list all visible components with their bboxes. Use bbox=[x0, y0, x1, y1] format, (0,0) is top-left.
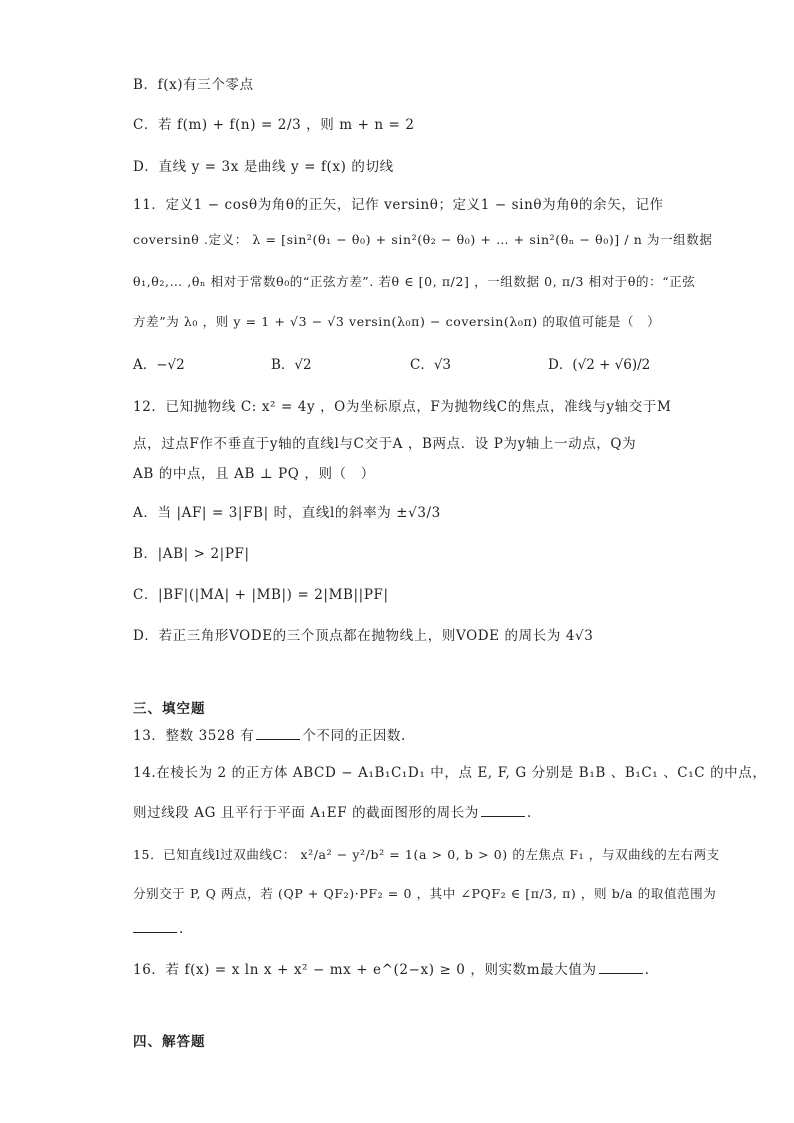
q12-option-c: C．|BF|(|MA| + |MB|) = 2|MB||PF| bbox=[133, 587, 389, 603]
q10-option-b: B．f(x)有三个零点 bbox=[133, 77, 254, 93]
q11-option-b: B．√2 bbox=[271, 357, 312, 373]
section-4-heading: 四、解答题 bbox=[133, 1034, 206, 1050]
q12-option-d: D．若正三角形VODE的三个顶点都在抛物线上，则VODE 的周长为 4√3 bbox=[133, 628, 594, 644]
q11-option-d: D．(√2 + √6)/2 bbox=[548, 357, 651, 373]
q14-line2 bbox=[133, 801, 532, 821]
q14-text-before: 则过线段 AG 且平行于平面 A₁EF 的截面图形的周长为 bbox=[133, 805, 479, 821]
q11-stem-line1: 11．定义1 − cosθ为角θ的正矢，记作 versinθ；定义1 − sinθ为角θ的余矢，记作 bbox=[133, 197, 664, 213]
q12-option-b: B．|AB| > 2|PF| bbox=[133, 546, 250, 562]
q13-answer-blank bbox=[256, 727, 300, 740]
q11-option-c: C．√3 bbox=[410, 357, 452, 373]
q15-line2: 分别交于 P, Q 两点，若 (QP + QF₂)·PF₂ = 0 ，其中 ∠PQF₂ ∈ [π/3, π) ，则 b/a 的取值范围为 bbox=[133, 886, 717, 901]
q15-line1: 15．已知直线l过双曲线C： x²/a² − y²/b² = 1(a > 0, b > 0) 的左焦点 F₁ ，与双曲线的左右两支 bbox=[133, 847, 720, 862]
q11-stem-line2: coversinθ .定义： λ = [sin²(θ₁ − θ₀) + sin²(θ₂ − θ₀) + … + sin²(θₙ − θ₀)] / n 为一组数据 bbox=[133, 232, 713, 247]
q12-option-a: A．当 |AF| = 3|FB| 时，直线l的斜率为 ±√3/3 bbox=[133, 505, 441, 521]
q16-text-after: . bbox=[644, 962, 650, 978]
q10-option-d: D．直线 y = 3x 是曲线 y = f(x) 的切线 bbox=[133, 159, 394, 175]
q15-answer-blank bbox=[133, 920, 177, 933]
q11-stem-line4: 方差”为 λ₀ ，则 y = 1 + √3 − √3 versin(λ₀π) − coversin(λ₀π) 的取值可能是（ ） bbox=[133, 314, 661, 329]
q13 bbox=[133, 724, 406, 744]
q12-stem-line2: 点，过点F作不垂直于y轴的直线l与C交于A ，B两点．设 P为y轴上一动点，Q为 bbox=[133, 436, 637, 452]
q16-answer-blank bbox=[599, 961, 643, 974]
section-3-heading: 三、填空题 bbox=[133, 701, 206, 717]
q11-stem-line3: θ₁,θ₂,… ,θₙ 相对于常数θ₀的“正弦方差”. 若θ ∈ [0, π/2] ，一组数据 0, π/3 相对于θ的：“正弦 bbox=[133, 274, 696, 289]
q14-line1: 14.在棱长为 2 的正方体 ABCD − A₁B₁C₁D₁ 中，点 E, F, G 分别是 B₁B 、B₁C₁ 、C₁C 的中点， bbox=[133, 765, 767, 781]
q13-text-after: 个不同的正因数. bbox=[302, 728, 406, 744]
q16-text-before: 16．若 f(x) = x ln x + x² − mx + e^(2−x) ≥ 0 ，则实数m最大值为 bbox=[133, 962, 597, 978]
q14-text-after: . bbox=[526, 805, 532, 821]
q12-stem-line1: 12．已知抛物线 C: x² = 4y ，O为坐标原点，F为抛物线C的焦点，准线与y轴交于M bbox=[133, 399, 672, 415]
q10-option-c: C．若 f(m) + f(n) = 2/3 ，则 m + n = 2 bbox=[133, 117, 415, 133]
q13-text-before: 13．整数 3528 有 bbox=[133, 728, 255, 744]
q15-line3 bbox=[133, 920, 184, 937]
q11-option-a: A．−√2 bbox=[133, 357, 185, 373]
q14-answer-blank bbox=[481, 804, 525, 817]
q15-text-after: . bbox=[179, 921, 184, 937]
q12-stem-line3: AB 的中点，且 AB ⊥ PQ ，则（ ） bbox=[133, 466, 375, 482]
q16 bbox=[133, 958, 649, 978]
